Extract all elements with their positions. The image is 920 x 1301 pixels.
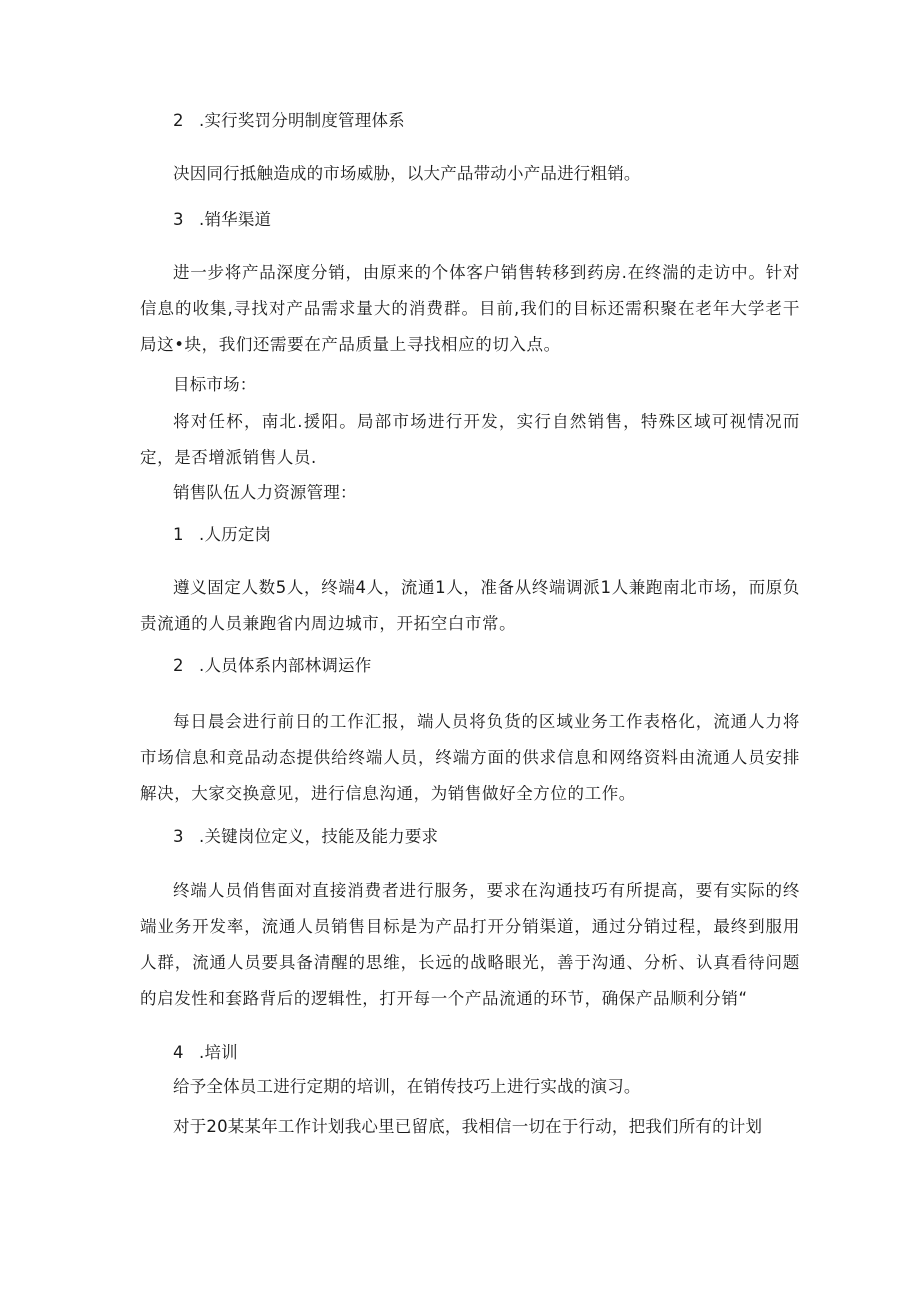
section-heading <box>173 1042 238 1064</box>
body-label: 目标市场： <box>173 375 257 394</box>
body-paragraph: 将对任杯，南北.援阳。局部市场进行开发，实行自然销售，特殊区域可视情况而定，是否增派销售人员. <box>140 412 800 467</box>
section-heading <box>173 110 405 132</box>
section-heading <box>173 655 371 677</box>
body-line: 对于20某某年工作计划我心里已留底，我相信一切在于行动，把我们所有的计划 <box>173 1117 763 1136</box>
heading-title: .关键岗位定义，技能及能力要求 <box>199 827 439 846</box>
heading-title: .人历定岗 <box>199 525 272 544</box>
section-heading <box>173 826 438 848</box>
body-line: 给予全体员工进行定期的培训，在销传技巧上进行实战的演习。 <box>173 1077 641 1096</box>
section-heading <box>173 524 271 546</box>
heading-number: 2 <box>173 111 184 130</box>
heading-number: 3 <box>173 210 184 229</box>
body-paragraph: 每日晨会进行前日的工作汇报，端人员将负货的区域业务工作表格化，流通人力将市场信息和竞品动态提供给终端人员，终端方面的供求信息和网络资料由流通人员安排解决，大家交换意见，进行信息沟通，为销售做好全方位的工作。 <box>140 712 800 803</box>
heading-title: .培训 <box>199 1043 238 1062</box>
body-paragraph: 终端人员俏售面对直接消费者进行服务，要求在沟通技巧有所提高，要有实际的终端业务开发率，流通人员销售目标是为产品打开分销渠道，通过分销过程，最终到服用人群，流通人员要具备清醒的思维，长远的战略眼光，善于沟通、分析、认真看待问题的启发性和套路背后的逻辑性，打开每一个产品流通的环节，确保产品顺利分销“ <box>140 881 800 1008</box>
heading-number: 3 <box>173 827 184 846</box>
heading-number: 1 <box>173 525 184 544</box>
body-label: 销售队伍人力资源管理： <box>173 483 357 502</box>
body-paragraph: 遵义固定人数5人，终端4人，流通1人，准备从终端调派1人兼跑南北市场，而原负责流通的人员兼跑省内周边城市，开拓空白市常。 <box>140 578 800 633</box>
heading-number: 2 <box>173 656 184 675</box>
section-heading <box>173 209 271 231</box>
body-line: 决因同行抵触造成的市场威胁，以大产品带动小产品进行粗销。 <box>173 164 641 183</box>
heading-title: .人员体系内部林调运作 <box>199 656 372 675</box>
heading-title: .销华渠道 <box>199 210 272 229</box>
body-paragraph: 进一步将产品深度分销，由原来的个体客户销售转移到药房.在终湍的走访中。针对信息的收集,寻找对产品需求量大的消费群。目前,我们的目标还需积聚在老年大学老干局这•块，我们还需要在产品质量上寻找相应的切入点。 <box>140 263 800 354</box>
heading-number: 4 <box>173 1043 184 1062</box>
heading-title: .实行奖罚分明制度管理体系 <box>199 111 405 130</box>
